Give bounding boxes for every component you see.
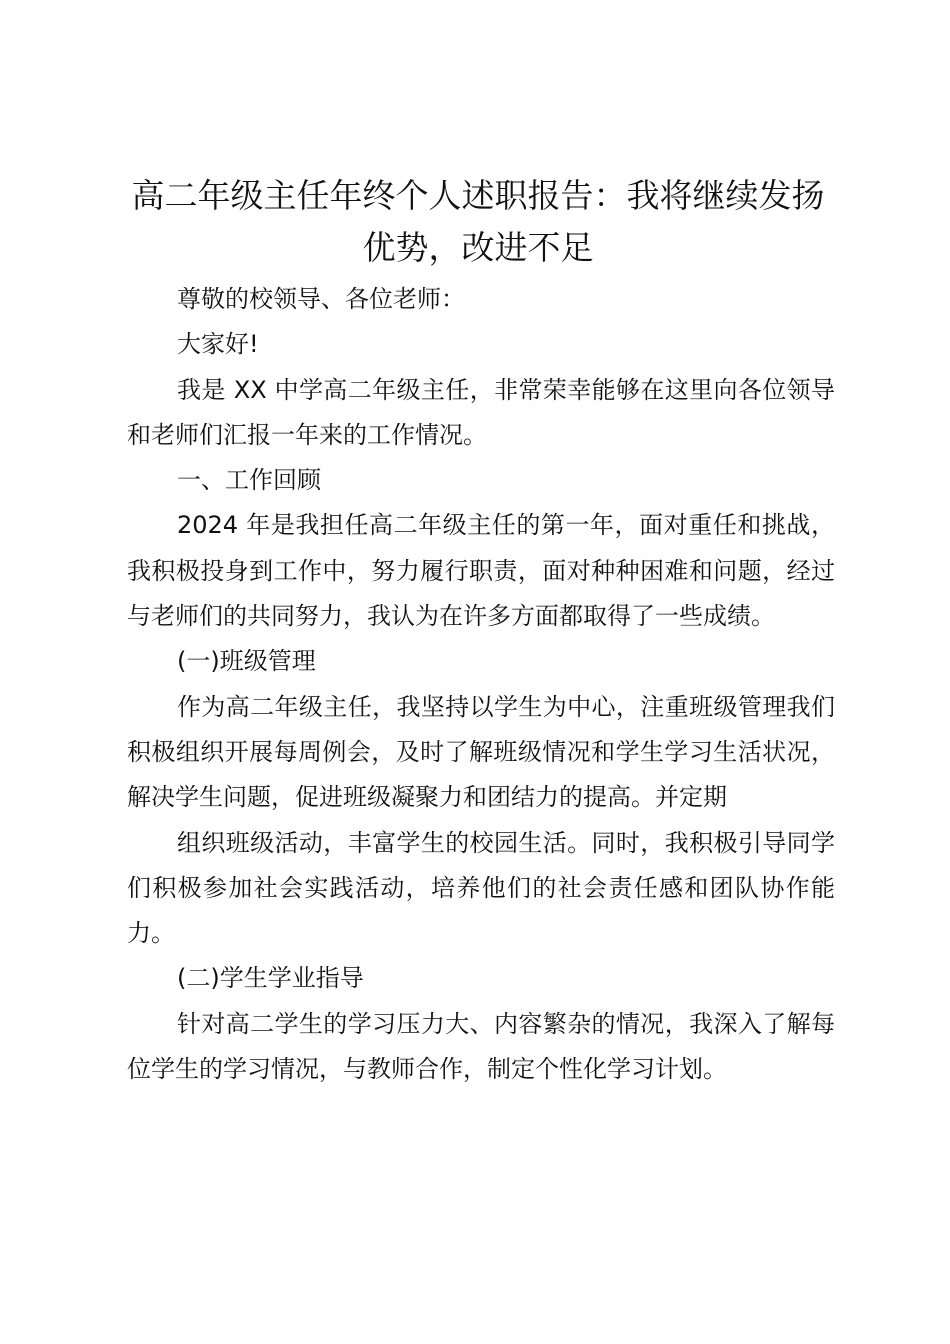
- document-body: [127, 277, 835, 1092]
- subsection-heading-academic-guidance: (二)学生学业指导: [177, 964, 364, 993]
- class-activities-paragraph: 组织班级活动，丰富学生的校园生活。同时，我积极引导同学们积极参加社会实践活动，培养他们的社会责任感和团队协作能力。: [127, 828, 835, 948]
- intro-paragraph: 我是 XX 中学高二年级主任，非常荣幸能够在这里向各位领导和老师们汇报一年来的工作情况。: [127, 375, 835, 449]
- salutation: 尊敬的校领导、各位老师：: [177, 285, 465, 313]
- section-heading-work-review: 一、工作回顾: [177, 466, 321, 495]
- class-management-paragraph: 作为高二年级主任，我坚持以学生为中心，注重班级管理我们积极组织开展每周例会，及时了解班级情况和学生学习生活状况，解决学生问题，促进班级凝聚力和团结力的提高。并定期: [127, 692, 835, 812]
- document-title: 高二年级主任年终个人述职报告：我将继续发扬优势，改进不足: [131, 176, 825, 267]
- greeting: 大家好!: [177, 330, 259, 359]
- academic-guidance-paragraph: 针对高二学生的学习压力大、内容繁杂的情况，我深入了解每位学生的学习情况，与教师合作，制定个性化学习计划。: [127, 1009, 835, 1084]
- work-review-paragraph: 2024 年是我担任高二年级主任的第一年，面对重任和挑战，我积极投身到工作中，努力履行职责，面对种种困难和问题，经过与老师们的共同努力，我认为在许多方面都取得了一些成绩。: [127, 511, 835, 631]
- subsection-heading-class-management: (一)班级管理: [177, 647, 316, 676]
